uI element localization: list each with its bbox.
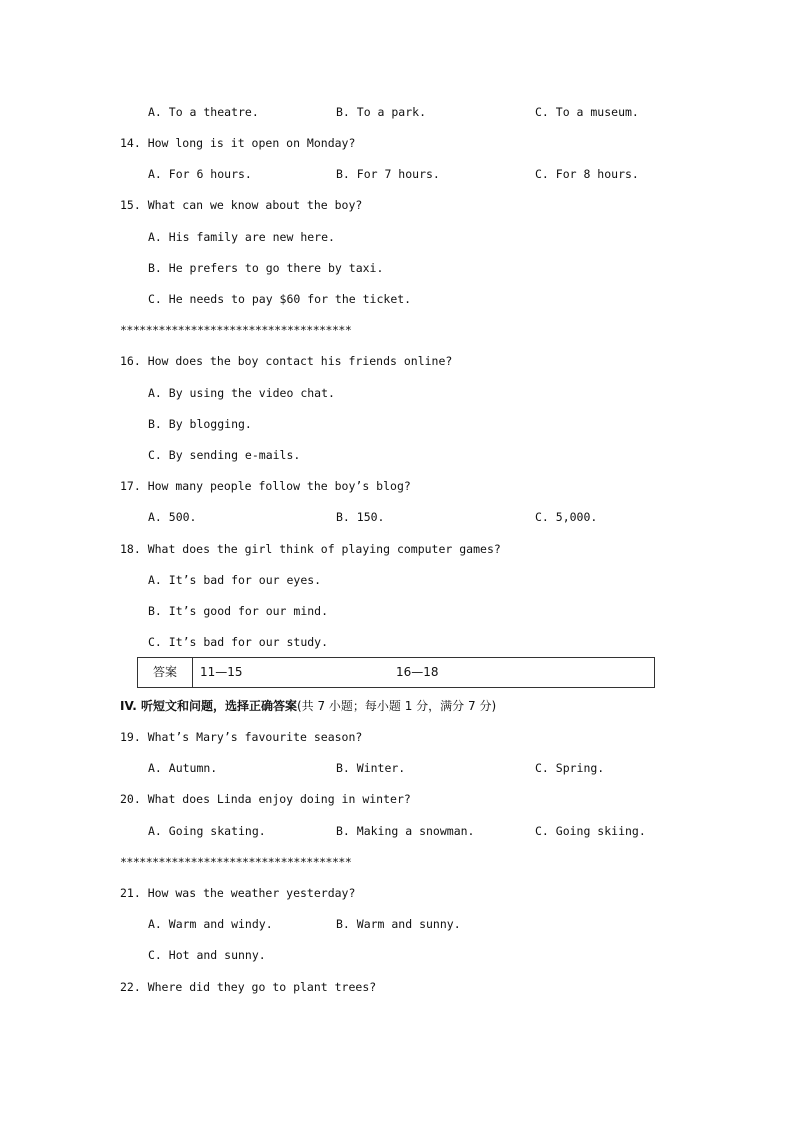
answer-table-label: 答案 xyxy=(138,658,193,687)
q21-option-c: C. Hot and sunny. xyxy=(148,948,266,962)
q17-option-a: A. 500. xyxy=(148,510,197,524)
q17-option-c: C. 5,000. xyxy=(535,510,598,524)
q19-option-b: B. Winter. xyxy=(336,761,406,775)
section-4-heading xyxy=(120,698,496,714)
answer-range-11-15: 11—15 xyxy=(200,665,243,679)
q17-question: 17. How many people follow the boy’s blog? xyxy=(120,479,411,493)
answer-range-16-18: 16—18 xyxy=(396,665,439,679)
q20-option-a: A. Going skating. xyxy=(148,824,266,838)
q18-option-a: A. It’s bad for our eyes. xyxy=(148,573,322,587)
q21-option-b: B. Warm and sunny. xyxy=(336,917,461,931)
q13-option-b: B. To a park. xyxy=(336,105,427,119)
q15-option-b: B. He prefers to go there by taxi. xyxy=(148,261,384,275)
answer-table xyxy=(137,657,655,688)
separator-stars-2: ************************************ xyxy=(120,855,352,869)
q14-option-b: B. For 7 hours. xyxy=(336,167,440,181)
q18-option-b: B. It’s good for our mind. xyxy=(148,604,329,618)
q21-question: 21. How was the weather yesterday? xyxy=(120,886,356,900)
q14-option-c: C. For 8 hours. xyxy=(535,167,639,181)
q19-option-a: A. Autumn. xyxy=(148,761,218,775)
q15-option-c: C. He needs to pay $60 for the ticket. xyxy=(148,292,412,306)
q19-option-c: C. Spring. xyxy=(535,761,605,775)
q15-option-a: A. His family are new here. xyxy=(148,230,335,244)
q16-option-c: C. By sending e-mails. xyxy=(148,448,301,462)
q13-option-c: C. To a museum. xyxy=(535,105,639,119)
q18-option-c: C. It’s bad for our study. xyxy=(148,635,329,649)
q16-option-b: B. By blogging. xyxy=(148,417,252,431)
q21-option-a: A. Warm and windy. xyxy=(148,917,273,931)
q13-option-a: A. To a theatre. xyxy=(148,105,259,119)
separator-stars: ************************************ xyxy=(120,323,352,337)
section-4-note: (共 7 小题；每小题 1 分，满分 7 分) xyxy=(296,699,497,713)
q17-option-b: B. 150. xyxy=(336,510,385,524)
q16-option-a: A. By using the video chat. xyxy=(148,386,335,400)
q18-question: 18. What does the girl think of playing computer games? xyxy=(120,542,501,556)
q22-question: 22. Where did they go to plant trees? xyxy=(120,980,377,994)
q16-question: 16. How does the boy contact his friends online? xyxy=(120,354,453,368)
q20-option-c: C. Going skiing. xyxy=(535,824,646,838)
q14-option-a: A. For 6 hours. xyxy=(148,167,252,181)
q19-question: 19. What’s Mary’s favourite season? xyxy=(120,730,363,744)
q20-question: 20. What does Linda enjoy doing in winter? xyxy=(120,792,411,806)
q15-question: 15. What can we know about the boy? xyxy=(120,198,363,212)
section-4-title: 听短文和问题，选择正确答案 xyxy=(140,699,297,713)
section-4-numeral: IV. xyxy=(120,699,137,713)
q20-option-b: B. Making a snowman. xyxy=(336,824,475,838)
q14-question: 14. How long is it open on Monday? xyxy=(120,136,356,150)
